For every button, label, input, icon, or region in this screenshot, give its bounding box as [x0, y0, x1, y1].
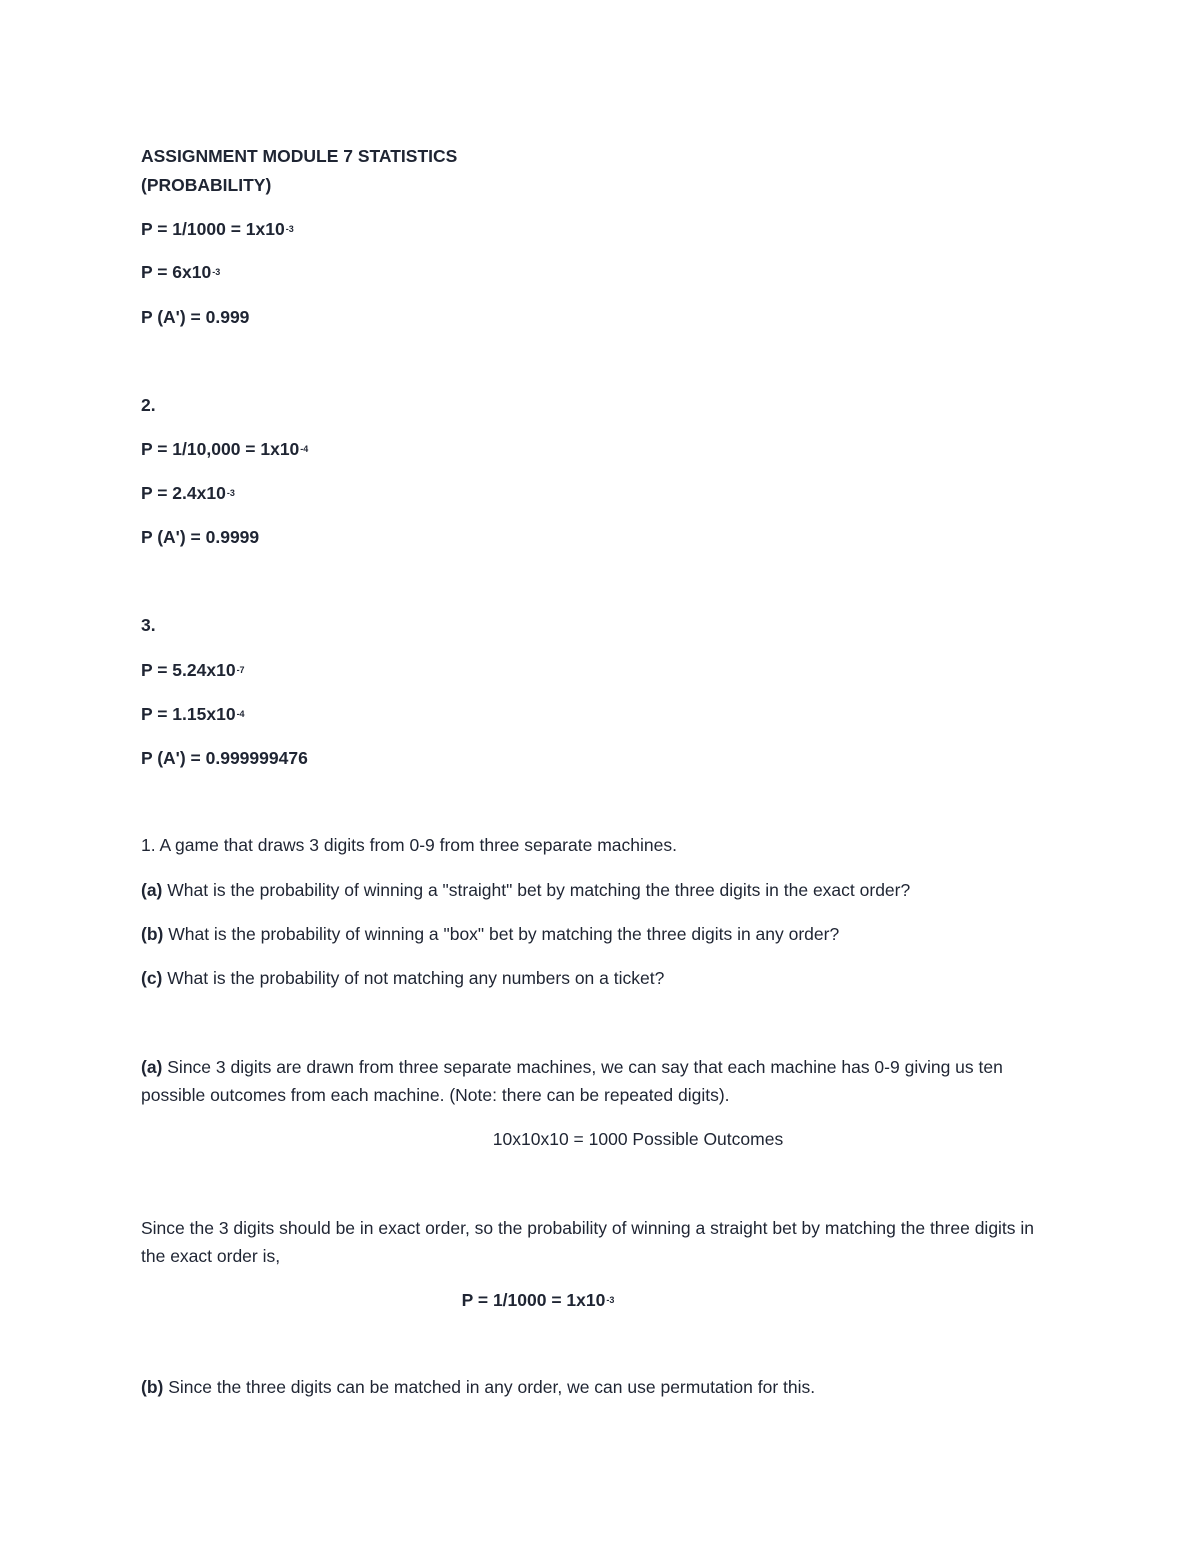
- answer-2b: [141, 482, 235, 504]
- answer-3b: [141, 703, 245, 725]
- answer-a-result-exponent: -3: [606, 1295, 615, 1305]
- question-1b-text: What is the probability of winning a "box" bet by matching the three digits in any order?: [163, 924, 840, 944]
- answer-2a-base: P = 1/10,000 = 1x10: [141, 439, 300, 459]
- question-1c-label: (c): [141, 968, 163, 988]
- answer-1b-base: P = 6x10: [141, 262, 212, 282]
- answer-a-text: Since 3 digits are drawn from three separate machines, we can say that each machine has 0-9 giving us ten possible outcomes from each machine. (Note: there can be repeated digits).: [141, 1057, 1003, 1105]
- question-1c-text: What is the probability of not matching any numbers on a ticket?: [162, 968, 665, 988]
- answer-a-label: (a): [141, 1057, 163, 1077]
- question-1a-text: What is the probability of winning a "straight" bet by matching the three digits in the exact order?: [162, 880, 911, 900]
- answer-3a-exponent: -7: [236, 665, 245, 675]
- question-1-stem: 1. A game that draws 3 digits from 0-9 from three separate machines.: [141, 835, 677, 855]
- answer-3b-exponent: -4: [236, 709, 245, 719]
- question-1b-label: (b): [141, 924, 164, 944]
- answer-1a-exponent: -3: [285, 224, 294, 234]
- question-1b: [141, 923, 839, 945]
- answer-2a: [141, 438, 308, 460]
- question-1a: [141, 879, 910, 901]
- answer-1c: P (A') = 0.999: [141, 307, 250, 327]
- answer-2b-base: P = 2.4x10: [141, 483, 226, 503]
- answer-1b-exponent: -3: [212, 267, 221, 277]
- answer-1a: [141, 218, 294, 240]
- answer-a-followup: Since the 3 digits should be in exact order, so the probability of winning a straight bet by matching the three digits in the exact order is,: [141, 1218, 1035, 1266]
- answer-a-paragraph: [141, 1053, 1061, 1109]
- answer-a-result: [0, 1289, 1076, 1311]
- answer-1b: [141, 261, 220, 283]
- question-1c: [141, 967, 664, 989]
- answer-2b-exponent: -3: [226, 488, 235, 498]
- answer-3c: P (A') = 0.999999476: [141, 748, 308, 768]
- answer-1a-base: P = 1/1000 = 1x10: [141, 219, 285, 239]
- answer-3a: [141, 659, 245, 681]
- answer-3b-base: P = 1.15x10: [141, 704, 236, 724]
- answer-b-paragraph: [141, 1376, 815, 1398]
- possible-outcomes: 10x10x10 = 1000 Possible Outcomes: [492, 1129, 784, 1149]
- answer-b-text: Since the three digits can be matched in any order, we can use permutation for this.: [163, 1377, 816, 1397]
- answer-2a-exponent: -4: [300, 444, 309, 454]
- document-subtitle: (PROBABILITY): [141, 175, 272, 195]
- answer-b-label: (b): [141, 1377, 164, 1397]
- question-1a-label: (a): [141, 880, 163, 900]
- set-2-number: 2.: [141, 395, 156, 415]
- set-3-number: 3.: [141, 615, 156, 635]
- answer-2c: P (A') = 0.9999: [141, 527, 260, 547]
- answer-a-result-base: P = 1/1000 = 1x10: [461, 1290, 606, 1310]
- answer-3a-base: P = 5.24x10: [141, 660, 236, 680]
- document-title: ASSIGNMENT MODULE 7 STATISTICS: [141, 146, 458, 166]
